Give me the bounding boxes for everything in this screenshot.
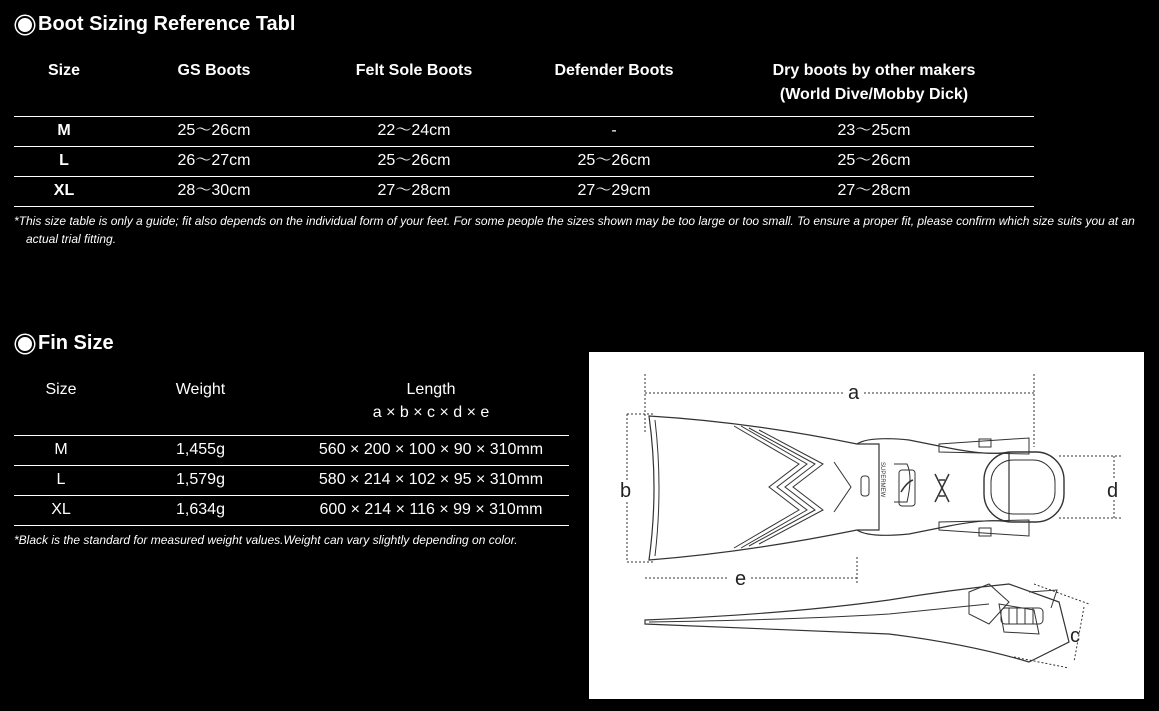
boot-note-line1: *This size table is only a guide; fit also depends on the individual form of your feet. For some people the sizes shown may be too large or too small. To ensure a proper fit, please confirm which size suits you at an (14, 214, 1135, 228)
cell-felt: 22～24cm (377, 122, 451, 139)
fin-weight-note: *Black is the standard for measured weight values.Weight can vary slightly depending on color. (14, 533, 518, 547)
dimension-label-c: c (1070, 625, 1080, 647)
boot-size-note (14, 212, 1144, 248)
fin-size-table (14, 375, 569, 526)
header-defender-boots: Defender Boots (554, 62, 674, 79)
table-row (14, 496, 569, 526)
boot-table-header (14, 55, 1034, 117)
cell-felt: 27～28cm (377, 182, 451, 199)
cell-size: XL (51, 501, 71, 518)
header-size: Size (45, 381, 77, 398)
header-length (293, 378, 569, 424)
table-row (14, 436, 569, 466)
cell-length: 560 × 200 × 100 × 90 × 310mm (318, 441, 544, 458)
cell-felt: 25～26cm (377, 152, 451, 169)
cell-gs: 25～26cm (177, 122, 251, 139)
header-felt-sole-boots: Felt Sole Boots (355, 62, 473, 79)
cell-dry: 23～25cm (837, 122, 911, 139)
bullet-icon (16, 16, 34, 34)
cell-defender: 25～26cm (577, 152, 651, 169)
header-weight: Weight (175, 381, 226, 398)
dimension-label-b: b (620, 480, 632, 502)
header-gs-boots: GS Boots (177, 62, 251, 79)
cell-length: 580 × 214 × 102 × 95 × 310mm (318, 471, 544, 488)
dimension-label-a: a (848, 382, 860, 404)
fin-title-text: Fin Size (38, 332, 114, 354)
header-size: Size (47, 62, 80, 79)
fin-section-title (14, 332, 114, 355)
table-row (14, 466, 569, 496)
cell-defender: 27～29cm (577, 182, 651, 199)
cell-dry: 27～28cm (837, 182, 911, 199)
header-dry-boots-line2: (World Dive/Mobby Dick) (779, 86, 969, 103)
header-length-line2: a × b × c × d × e (372, 404, 490, 421)
cell-weight: 1,455g (176, 441, 225, 458)
cell-size: M (57, 122, 71, 139)
header-dry-boots-line1: Dry boots by other makers (772, 62, 976, 79)
cell-size: XL (53, 182, 75, 199)
table-row (14, 117, 1034, 147)
dimension-label-e: e (735, 568, 747, 590)
cell-gs: 26～27cm (177, 152, 251, 169)
brand-text: SUPERMEW (879, 462, 885, 498)
dimension-label-d: d (1107, 480, 1119, 502)
cell-weight: 1,634g (176, 501, 225, 518)
cell-gs: 28～30cm (177, 182, 251, 199)
cell-size: M (54, 441, 68, 458)
cell-weight: 1,579g (176, 471, 225, 488)
header-dry-boots (714, 59, 1034, 107)
boot-section-title (14, 13, 295, 36)
header-length-line1: Length (406, 381, 456, 398)
cell-defender: - (611, 122, 617, 139)
cell-dry: 25～26cm (837, 152, 911, 169)
fin-diagram-svg (589, 352, 1144, 699)
cell-size: L (56, 471, 66, 488)
fin-table-header (14, 375, 569, 436)
cell-size: L (59, 152, 69, 169)
boot-note-line2: actual trial fitting. (26, 232, 117, 246)
table-row (14, 147, 1034, 177)
bullet-icon (16, 335, 34, 353)
model-mark-icon (935, 474, 949, 502)
fin-diagram (589, 352, 1144, 699)
cell-length: 600 × 214 × 116 × 99 × 310mm (319, 501, 543, 518)
boot-title-text: Boot Sizing Reference Tabl (38, 13, 296, 35)
boot-size-table (14, 55, 1034, 207)
table-row (14, 177, 1034, 207)
